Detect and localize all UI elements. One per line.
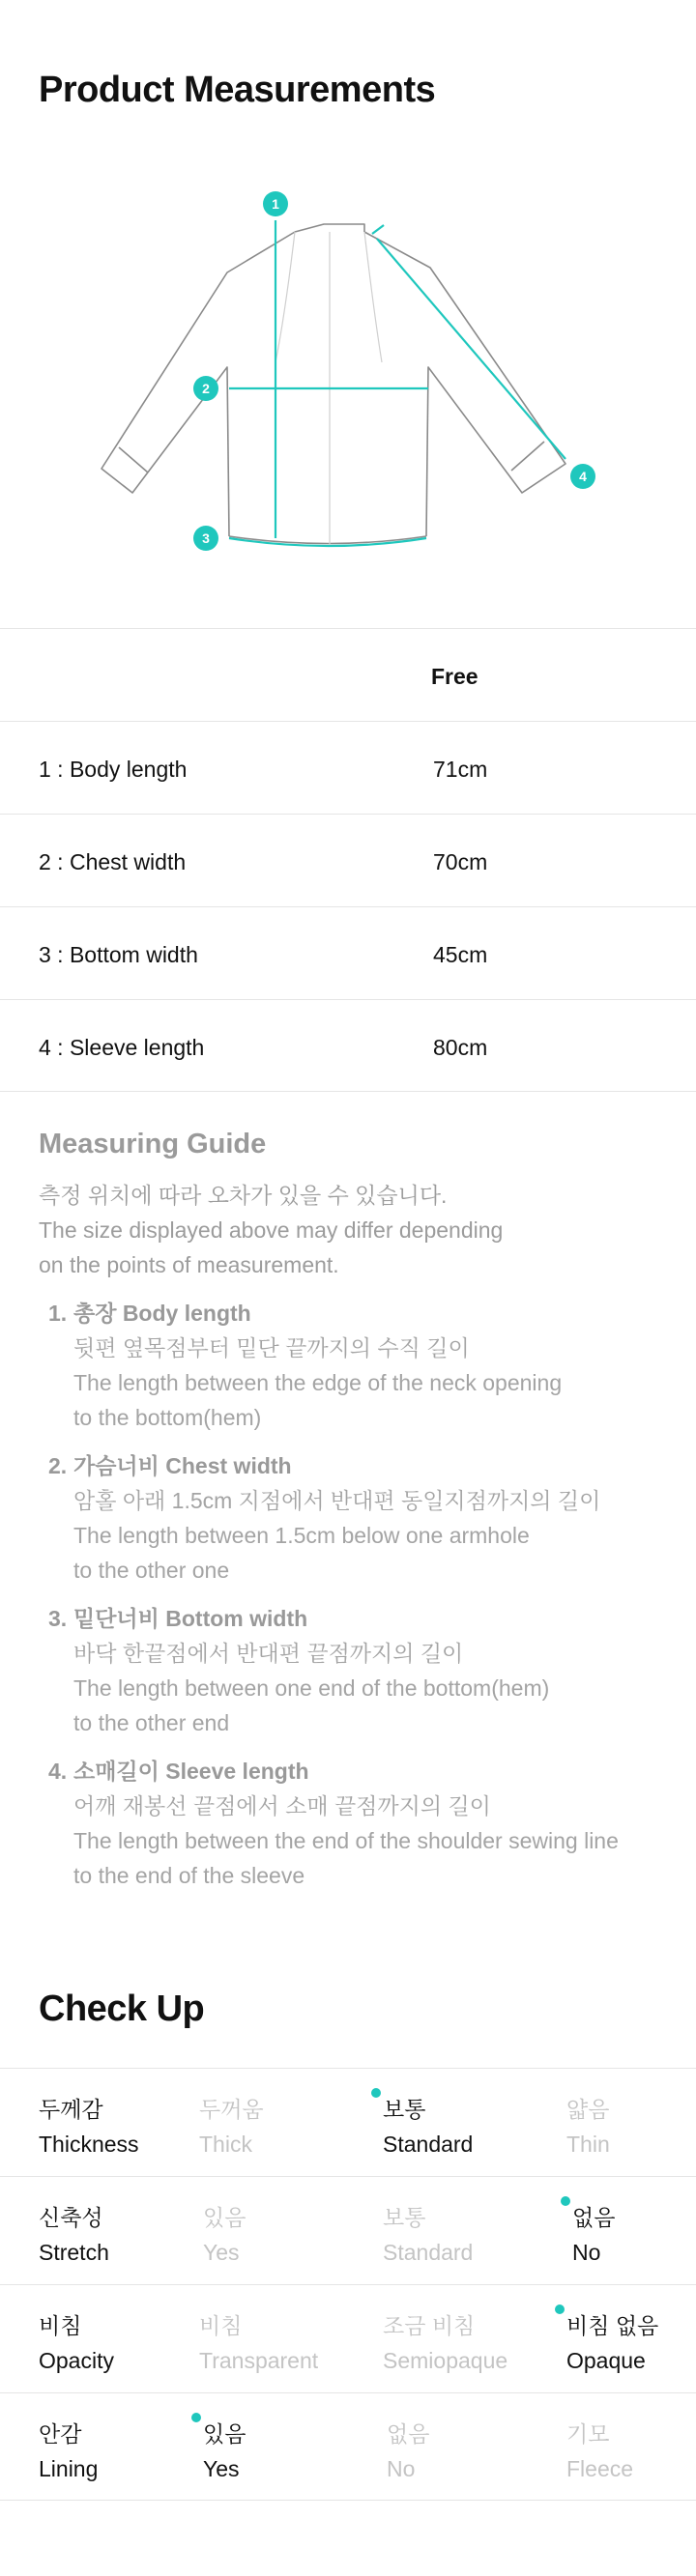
guide-item-line: The length between the edge of the neck opening (73, 1370, 563, 1395)
guide-item-heading: 밑단너비 Bottom width (73, 1606, 308, 1631)
guide-item-line: 뒷편 옆목점부터 밑단 끝까지의 수직 길이 (73, 1335, 470, 1360)
measurement-row (0, 906, 696, 999)
selected-dot-icon (561, 2196, 570, 2206)
guide-item (39, 1448, 677, 1588)
measurement-label: 1 : Body length (39, 757, 188, 782)
guide-item-line: 암홀 아래 1.5cm 지점에서 반대편 동일지점까지의 길이 (73, 1488, 601, 1513)
checkup-option (199, 2092, 264, 2161)
checkup-option-selected (383, 2092, 473, 2161)
checkup-label (39, 2092, 139, 2161)
checkup-option (383, 2200, 473, 2270)
guide-item-line: The length between one end of the bottom(hem) (73, 1675, 550, 1701)
selected-dot-icon (191, 2413, 201, 2422)
checkup-title: Check Up (39, 1989, 205, 2029)
option-en: Transparent (199, 2348, 319, 2373)
guide-item-number: 4. (48, 1759, 68, 1784)
option-ko: 조금 비침 (383, 2313, 476, 2338)
checkup-option (199, 2308, 318, 2378)
label-ko: 두께감 (39, 2097, 103, 2122)
measurement-value: 45cm (433, 942, 488, 967)
option-en: No (572, 2240, 601, 2265)
option-en: Yes (203, 2240, 240, 2265)
option-en: Standard (383, 2132, 474, 2157)
option-ko: 없음 (572, 2205, 616, 2230)
size-header: Free (431, 664, 478, 689)
selected-dot-icon (371, 2088, 381, 2098)
checkup-option-selected (572, 2200, 615, 2270)
label-ko: 신축성 (39, 2205, 103, 2230)
option-en: Semiopaque (383, 2348, 508, 2373)
guide-item-line: 바닥 한끝점에서 반대편 끝점까지의 길이 (73, 1641, 464, 1666)
marker-3-label: 3 (202, 530, 210, 546)
guide-item-heading: 소매길이 Sleeve length (73, 1759, 309, 1784)
marker-1-label: 1 (272, 196, 279, 212)
checkup-option (203, 2200, 246, 2270)
option-en: Opaque (566, 2348, 646, 2373)
option-en: Standard (383, 2240, 474, 2265)
marker-4-label: 4 (579, 469, 587, 484)
marker-2 (193, 376, 218, 401)
checkup-option (566, 2417, 633, 2486)
guide-item (39, 1296, 677, 1435)
measurements-header-row (0, 628, 696, 721)
label-en: Lining (39, 2456, 99, 2481)
label-en: Opacity (39, 2348, 114, 2373)
checkup-option (387, 2417, 429, 2486)
checkup-row-lining (0, 2392, 696, 2501)
measurement-label: 3 : Bottom width (39, 942, 198, 967)
option-ko: 있음 (203, 2421, 246, 2447)
checkup-option (566, 2092, 610, 2161)
guide-item-line: The length between 1.5cm below one armhole (73, 1523, 530, 1548)
checkup-option-selected (203, 2417, 246, 2486)
checkup-row-stretch (0, 2176, 696, 2284)
checkup-row-opacity (0, 2284, 696, 2392)
measurement-value: 70cm (433, 849, 488, 874)
guide-intro-line: on the points of measurement. (39, 1252, 339, 1277)
guide-item-line: to the end of the sleeve (73, 1863, 305, 1888)
option-ko: 얇음 (566, 2097, 610, 2122)
marker-2-label: 2 (202, 381, 210, 396)
jacket-measurement-diagram (92, 179, 614, 565)
guide-item-line: 어깨 재봉선 끝점에서 소매 끝점까지의 길이 (73, 1793, 491, 1818)
option-en: Yes (203, 2456, 240, 2481)
guide-intro-line: 측정 위치에 따라 오차가 있을 수 있습니다. (39, 1183, 448, 1208)
measurement-label: 4 : Sleeve length (39, 1035, 205, 1060)
option-en: Thick (199, 2132, 252, 2157)
label-ko: 비침 (39, 2313, 82, 2338)
measurement-row (0, 814, 696, 906)
option-ko: 두꺼움 (199, 2097, 264, 2122)
guide-item-heading: 총장 Body length (73, 1301, 251, 1326)
guide-item (39, 1601, 677, 1740)
checkup-label (39, 2308, 114, 2378)
checkup-table (0, 2068, 696, 2501)
guide-item-line: to the other one (73, 1558, 230, 1583)
checkup-row-thickness (0, 2068, 696, 2176)
label-ko: 안감 (39, 2421, 82, 2447)
option-ko: 보통 (383, 2097, 426, 2122)
guide-item-number: 1. (48, 1301, 68, 1326)
measuring-guide (39, 1129, 677, 1906)
guide-item (39, 1754, 677, 1893)
checkup-option-selected (566, 2308, 658, 2378)
option-ko: 비침 (199, 2313, 243, 2338)
option-en: Fleece (566, 2456, 634, 2481)
label-en: Stretch (39, 2240, 109, 2265)
guide-item-heading: 가슴너비 Chest width (73, 1453, 292, 1478)
measurement-value: 80cm (433, 1035, 488, 1060)
checkup-label (39, 2417, 98, 2486)
measurements-table (0, 628, 696, 1092)
marker-1 (263, 191, 288, 216)
guide-item-number: 3. (48, 1606, 68, 1631)
guide-intro-line: The size displayed above may differ depending (39, 1217, 504, 1243)
option-ko: 없음 (387, 2421, 430, 2447)
jacket-outline (102, 224, 566, 544)
option-ko: 기모 (566, 2421, 610, 2447)
checkup-label (39, 2200, 109, 2270)
option-ko: 있음 (203, 2205, 246, 2230)
guide-title: Measuring Guide (39, 1129, 267, 1159)
guide-item-line: to the other end (73, 1710, 230, 1735)
marker-4 (570, 464, 595, 489)
guide-item-line: to the bottom(hem) (73, 1405, 262, 1430)
option-en: No (387, 2456, 416, 2481)
label-en: Thickness (39, 2132, 139, 2157)
measurement-row (0, 721, 696, 814)
marker-3 (193, 526, 218, 551)
guide-item-number: 2. (48, 1453, 68, 1478)
measurements-title: Product Measurements (39, 70, 436, 110)
selected-dot-icon (555, 2304, 565, 2314)
guide-item-line: The length between the end of the shoulder sewing line (73, 1828, 619, 1853)
checkup-option (383, 2308, 508, 2378)
measurement-row (0, 999, 696, 1092)
option-ko: 보통 (383, 2205, 426, 2230)
guide-list (39, 1296, 677, 1893)
option-ko: 비침 없음 (566, 2313, 659, 2338)
option-en: Thin (566, 2132, 610, 2157)
measure-lines (229, 211, 566, 546)
measurement-value: 71cm (433, 757, 488, 782)
measurement-label: 2 : Chest width (39, 849, 187, 874)
